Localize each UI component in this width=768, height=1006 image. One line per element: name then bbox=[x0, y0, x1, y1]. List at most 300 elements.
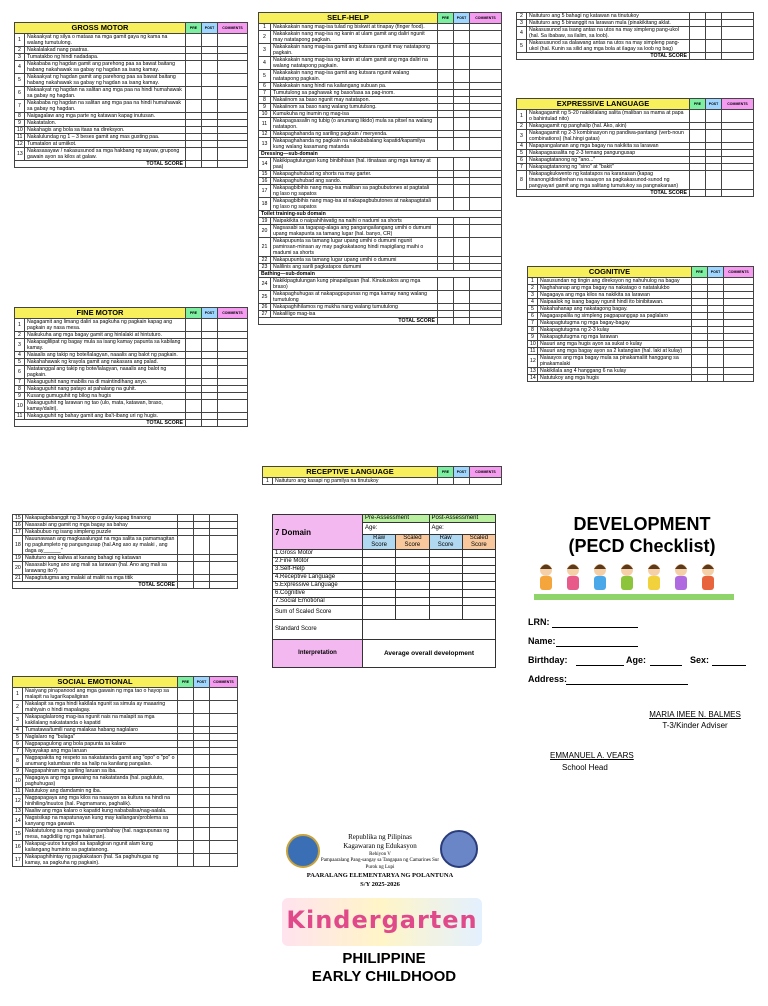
summary-score-cell[interactable] bbox=[429, 598, 462, 606]
comment-cell[interactable] bbox=[218, 47, 248, 54]
post-cell[interactable] bbox=[706, 143, 722, 150]
post-cell[interactable] bbox=[454, 311, 470, 318]
comment-cell[interactable] bbox=[470, 111, 502, 118]
pre-cell[interactable] bbox=[438, 291, 454, 304]
pre-cell[interactable] bbox=[438, 44, 454, 57]
post-cell[interactable] bbox=[194, 536, 210, 555]
total-cell[interactable] bbox=[690, 190, 706, 197]
pre-cell[interactable] bbox=[178, 795, 194, 808]
total-cell[interactable] bbox=[210, 582, 238, 589]
summary-score-cell[interactable] bbox=[429, 582, 462, 590]
post-cell[interactable] bbox=[706, 150, 722, 157]
post-cell[interactable] bbox=[202, 61, 218, 74]
comment-cell[interactable] bbox=[470, 158, 502, 171]
pre-cell[interactable] bbox=[178, 515, 194, 522]
total-cell[interactable] bbox=[202, 420, 218, 427]
post-cell[interactable] bbox=[194, 522, 210, 529]
total-cell[interactable] bbox=[202, 161, 218, 168]
total-cell[interactable] bbox=[186, 420, 202, 427]
pre-cell[interactable] bbox=[186, 87, 202, 100]
comment-cell[interactable] bbox=[210, 748, 238, 755]
post-cell[interactable] bbox=[202, 34, 218, 47]
pre-cell[interactable] bbox=[690, 150, 706, 157]
comment-cell[interactable] bbox=[210, 841, 238, 854]
post-cell[interactable] bbox=[202, 366, 218, 379]
pre-cell[interactable] bbox=[186, 113, 202, 120]
pre-cell[interactable] bbox=[438, 225, 454, 238]
comment-cell[interactable] bbox=[470, 178, 502, 185]
comment-cell[interactable] bbox=[210, 515, 238, 522]
pre-cell[interactable] bbox=[186, 393, 202, 400]
comment-cell[interactable] bbox=[722, 157, 754, 164]
post-cell[interactable] bbox=[706, 130, 722, 143]
post-cell[interactable] bbox=[454, 83, 470, 90]
post-cell[interactable] bbox=[194, 815, 210, 828]
pre-cell[interactable] bbox=[690, 130, 706, 143]
comment-cell[interactable] bbox=[218, 339, 248, 352]
post-cell[interactable] bbox=[706, 20, 722, 27]
post-cell[interactable] bbox=[194, 748, 210, 755]
post-cell[interactable] bbox=[202, 47, 218, 54]
pre-cell[interactable] bbox=[178, 755, 194, 768]
pre-cell[interactable] bbox=[178, 788, 194, 795]
pre-cell[interactable] bbox=[186, 379, 202, 386]
comment-cell[interactable] bbox=[724, 368, 754, 375]
pre-cell[interactable] bbox=[438, 171, 454, 178]
post-cell[interactable] bbox=[194, 575, 210, 582]
pre-cell[interactable] bbox=[690, 164, 706, 171]
summary-score-cell[interactable] bbox=[429, 590, 462, 598]
comment-cell[interactable] bbox=[722, 130, 754, 143]
pre-cell[interactable] bbox=[178, 768, 194, 775]
pre-cell[interactable] bbox=[692, 348, 708, 355]
total-cell[interactable] bbox=[690, 53, 706, 60]
post-cell[interactable] bbox=[202, 400, 218, 413]
post-cell[interactable] bbox=[454, 178, 470, 185]
post-cell[interactable] bbox=[202, 141, 218, 148]
comment-cell[interactable] bbox=[470, 83, 502, 90]
post-cell[interactable] bbox=[708, 306, 724, 313]
pre-cell[interactable] bbox=[438, 131, 454, 138]
post-cell[interactable] bbox=[454, 238, 470, 257]
comment-cell[interactable] bbox=[470, 304, 502, 311]
summary-score-cell[interactable] bbox=[363, 582, 396, 590]
post-cell[interactable] bbox=[454, 257, 470, 264]
comment-cell[interactable] bbox=[470, 118, 502, 131]
summary-score-cell[interactable] bbox=[363, 590, 396, 598]
comment-cell[interactable] bbox=[210, 828, 238, 841]
pre-cell[interactable] bbox=[692, 375, 708, 382]
post-cell[interactable] bbox=[194, 854, 210, 867]
total-cell[interactable] bbox=[706, 190, 722, 197]
comment-cell[interactable] bbox=[210, 768, 238, 775]
total-cell[interactable] bbox=[438, 318, 454, 325]
comment-cell[interactable] bbox=[470, 278, 502, 291]
post-cell[interactable] bbox=[202, 319, 218, 332]
pre-cell[interactable] bbox=[438, 31, 454, 44]
summary-score-cell[interactable] bbox=[396, 582, 429, 590]
comment-cell[interactable] bbox=[470, 198, 502, 211]
post-cell[interactable] bbox=[454, 198, 470, 211]
comment-cell[interactable] bbox=[470, 44, 502, 57]
comment-cell[interactable] bbox=[218, 54, 248, 61]
post-cell[interactable] bbox=[194, 768, 210, 775]
pre-cell[interactable] bbox=[438, 257, 454, 264]
pre-cell[interactable] bbox=[438, 311, 454, 318]
comment-cell[interactable] bbox=[210, 529, 238, 536]
comment-cell[interactable] bbox=[210, 755, 238, 768]
post-cell[interactable] bbox=[706, 157, 722, 164]
comment-cell[interactable] bbox=[470, 70, 502, 83]
post-cell[interactable] bbox=[708, 368, 724, 375]
comment-cell[interactable] bbox=[210, 688, 238, 701]
pre-cell[interactable] bbox=[438, 90, 454, 97]
post-cell[interactable] bbox=[202, 379, 218, 386]
post-cell[interactable] bbox=[202, 127, 218, 134]
post-cell[interactable] bbox=[454, 304, 470, 311]
pre-cell[interactable] bbox=[690, 13, 706, 20]
pre-cell[interactable] bbox=[178, 555, 194, 562]
pre-cell[interactable] bbox=[178, 701, 194, 714]
post-cell[interactable] bbox=[454, 57, 470, 70]
comment-cell[interactable] bbox=[722, 20, 754, 27]
pre-cell[interactable] bbox=[692, 313, 708, 320]
summary-score-cell[interactable] bbox=[396, 550, 429, 558]
summary-score-cell[interactable] bbox=[462, 582, 495, 590]
pre-cell[interactable] bbox=[692, 368, 708, 375]
pre-cell[interactable] bbox=[186, 47, 202, 54]
comment-cell[interactable] bbox=[470, 31, 502, 44]
post-cell[interactable] bbox=[706, 171, 722, 190]
post-cell[interactable] bbox=[706, 164, 722, 171]
comment-cell[interactable] bbox=[218, 400, 248, 413]
post-cell[interactable] bbox=[202, 54, 218, 61]
pre-cell[interactable] bbox=[690, 110, 706, 123]
comment-cell[interactable] bbox=[218, 366, 248, 379]
pre-cell[interactable] bbox=[186, 332, 202, 339]
post-cell[interactable] bbox=[202, 113, 218, 120]
comment-cell[interactable] bbox=[218, 120, 248, 127]
pre-cell[interactable] bbox=[438, 218, 454, 225]
comment-cell[interactable] bbox=[724, 341, 754, 348]
comment-cell[interactable] bbox=[218, 34, 248, 47]
post-cell[interactable] bbox=[708, 285, 724, 292]
post-cell[interactable] bbox=[454, 278, 470, 291]
comment-cell[interactable] bbox=[218, 379, 248, 386]
post-cell[interactable] bbox=[708, 355, 724, 368]
comment-cell[interactable] bbox=[724, 299, 754, 306]
pre-cell[interactable] bbox=[178, 828, 194, 841]
pre-cell[interactable] bbox=[186, 148, 202, 161]
comment-cell[interactable] bbox=[470, 24, 502, 31]
total-cell[interactable] bbox=[454, 318, 470, 325]
pre-cell[interactable] bbox=[690, 171, 706, 190]
summary-score-cell[interactable] bbox=[396, 566, 429, 574]
post-cell[interactable] bbox=[454, 118, 470, 131]
comment-cell[interactable] bbox=[470, 257, 502, 264]
post-cell[interactable] bbox=[454, 158, 470, 171]
pre-cell[interactable] bbox=[692, 306, 708, 313]
post-cell[interactable] bbox=[454, 291, 470, 304]
pre-cell[interactable] bbox=[438, 278, 454, 291]
post-cell[interactable] bbox=[708, 348, 724, 355]
comment-cell[interactable] bbox=[724, 334, 754, 341]
comment-cell[interactable] bbox=[722, 164, 754, 171]
post-cell[interactable] bbox=[194, 555, 210, 562]
post-cell[interactable] bbox=[202, 352, 218, 359]
pre-cell[interactable] bbox=[178, 734, 194, 741]
comment-cell[interactable] bbox=[210, 734, 238, 741]
pre-cell[interactable] bbox=[186, 413, 202, 420]
pre-cell[interactable] bbox=[690, 157, 706, 164]
comment-cell[interactable] bbox=[724, 327, 754, 334]
comment-cell[interactable] bbox=[210, 555, 238, 562]
comment-cell[interactable] bbox=[470, 104, 502, 111]
pre-cell[interactable] bbox=[438, 111, 454, 118]
comment-cell[interactable] bbox=[210, 808, 238, 815]
post-cell[interactable] bbox=[194, 741, 210, 748]
total-cell[interactable] bbox=[706, 53, 722, 60]
comment-cell[interactable] bbox=[218, 332, 248, 339]
comment-cell[interactable] bbox=[210, 562, 238, 575]
comment-cell[interactable] bbox=[724, 375, 754, 382]
comment-cell[interactable] bbox=[218, 359, 248, 366]
comment-cell[interactable] bbox=[218, 87, 248, 100]
post-cell[interactable] bbox=[708, 375, 724, 382]
total-cell[interactable] bbox=[194, 582, 210, 589]
post-cell[interactable] bbox=[194, 515, 210, 522]
post-cell[interactable] bbox=[194, 688, 210, 701]
post-cell[interactable] bbox=[454, 90, 470, 97]
comment-cell[interactable] bbox=[470, 138, 502, 151]
post-cell[interactable] bbox=[194, 808, 210, 815]
post-cell[interactable] bbox=[708, 320, 724, 327]
pre-cell[interactable] bbox=[438, 83, 454, 90]
pre-cell[interactable] bbox=[178, 575, 194, 582]
pre-cell[interactable] bbox=[692, 327, 708, 334]
post-cell[interactable] bbox=[194, 734, 210, 741]
comment-cell[interactable] bbox=[722, 123, 754, 130]
comment-cell[interactable] bbox=[470, 131, 502, 138]
pre-cell[interactable] bbox=[178, 741, 194, 748]
pre-cell[interactable] bbox=[178, 536, 194, 555]
pre-cell[interactable] bbox=[690, 143, 706, 150]
post-cell[interactable] bbox=[706, 40, 722, 53]
post-cell[interactable] bbox=[454, 478, 470, 485]
post-cell[interactable] bbox=[194, 828, 210, 841]
summary-score-cell[interactable] bbox=[396, 598, 429, 606]
comment-cell[interactable] bbox=[210, 775, 238, 788]
comment-cell[interactable] bbox=[218, 319, 248, 332]
summary-score-cell[interactable] bbox=[396, 558, 429, 566]
pre-cell[interactable] bbox=[178, 808, 194, 815]
post-cell[interactable] bbox=[202, 134, 218, 141]
comment-cell[interactable] bbox=[722, 143, 754, 150]
pre-cell[interactable] bbox=[178, 748, 194, 755]
pre-cell[interactable] bbox=[438, 104, 454, 111]
pre-cell[interactable] bbox=[692, 292, 708, 299]
post-cell[interactable] bbox=[194, 727, 210, 734]
post-cell[interactable] bbox=[454, 185, 470, 198]
comment-cell[interactable] bbox=[218, 386, 248, 393]
comment-cell[interactable] bbox=[218, 61, 248, 74]
comment-cell[interactable] bbox=[470, 90, 502, 97]
post-cell[interactable] bbox=[708, 292, 724, 299]
comment-cell[interactable] bbox=[470, 185, 502, 198]
pre-cell[interactable] bbox=[186, 400, 202, 413]
post-cell[interactable] bbox=[706, 27, 722, 40]
post-cell[interactable] bbox=[202, 332, 218, 339]
comment-cell[interactable] bbox=[724, 306, 754, 313]
post-cell[interactable] bbox=[194, 775, 210, 788]
summary-score-cell[interactable] bbox=[462, 566, 495, 574]
comment-cell[interactable] bbox=[210, 795, 238, 808]
pre-cell[interactable] bbox=[438, 198, 454, 211]
post-cell[interactable] bbox=[706, 123, 722, 130]
comment-cell[interactable] bbox=[210, 854, 238, 867]
pre-cell[interactable] bbox=[438, 158, 454, 171]
pre-cell[interactable] bbox=[186, 359, 202, 366]
comment-cell[interactable] bbox=[210, 575, 238, 582]
post-cell[interactable] bbox=[194, 755, 210, 768]
comment-cell[interactable] bbox=[218, 148, 248, 161]
post-cell[interactable] bbox=[202, 413, 218, 420]
summary-score-cell[interactable] bbox=[462, 574, 495, 582]
total-cell[interactable] bbox=[218, 420, 248, 427]
summary-score-cell[interactable] bbox=[429, 550, 462, 558]
total-cell[interactable] bbox=[722, 53, 754, 60]
comment-cell[interactable] bbox=[210, 741, 238, 748]
post-cell[interactable] bbox=[194, 788, 210, 795]
post-cell[interactable] bbox=[194, 795, 210, 808]
comment-cell[interactable] bbox=[218, 100, 248, 113]
post-cell[interactable] bbox=[202, 393, 218, 400]
comment-cell[interactable] bbox=[218, 74, 248, 87]
comment-cell[interactable] bbox=[210, 815, 238, 828]
comment-cell[interactable] bbox=[218, 113, 248, 120]
pre-cell[interactable] bbox=[178, 714, 194, 727]
comment-cell[interactable] bbox=[210, 788, 238, 795]
post-cell[interactable] bbox=[708, 313, 724, 320]
summary-score-cell[interactable] bbox=[363, 566, 396, 574]
pre-cell[interactable] bbox=[186, 100, 202, 113]
pre-cell[interactable] bbox=[186, 34, 202, 47]
pre-cell[interactable] bbox=[438, 24, 454, 31]
pre-cell[interactable] bbox=[690, 40, 706, 53]
post-cell[interactable] bbox=[194, 562, 210, 575]
post-cell[interactable] bbox=[202, 100, 218, 113]
post-cell[interactable] bbox=[202, 148, 218, 161]
comment-cell[interactable] bbox=[724, 348, 754, 355]
pre-cell[interactable] bbox=[692, 278, 708, 285]
post-cell[interactable] bbox=[454, 97, 470, 104]
comment-cell[interactable] bbox=[470, 478, 502, 485]
summary-score-cell[interactable] bbox=[363, 574, 396, 582]
pre-cell[interactable] bbox=[690, 123, 706, 130]
post-cell[interactable] bbox=[202, 74, 218, 87]
post-cell[interactable] bbox=[194, 714, 210, 727]
post-cell[interactable] bbox=[708, 278, 724, 285]
pre-cell[interactable] bbox=[178, 688, 194, 701]
post-cell[interactable] bbox=[454, 131, 470, 138]
post-cell[interactable] bbox=[202, 339, 218, 352]
pre-cell[interactable] bbox=[438, 138, 454, 151]
comment-cell[interactable] bbox=[218, 393, 248, 400]
comment-cell[interactable] bbox=[218, 413, 248, 420]
comment-cell[interactable] bbox=[470, 97, 502, 104]
pre-cell[interactable] bbox=[438, 304, 454, 311]
total-cell[interactable] bbox=[218, 161, 248, 168]
comment-cell[interactable] bbox=[470, 225, 502, 238]
summary-score-cell[interactable] bbox=[363, 550, 396, 558]
pre-cell[interactable] bbox=[692, 341, 708, 348]
pre-cell[interactable] bbox=[690, 27, 706, 40]
pre-cell[interactable] bbox=[178, 854, 194, 867]
post-cell[interactable] bbox=[454, 111, 470, 118]
post-cell[interactable] bbox=[708, 299, 724, 306]
comment-cell[interactable] bbox=[218, 127, 248, 134]
pre-cell[interactable] bbox=[438, 238, 454, 257]
post-cell[interactable] bbox=[454, 104, 470, 111]
comment-cell[interactable] bbox=[724, 355, 754, 368]
pre-cell[interactable] bbox=[438, 478, 454, 485]
comment-cell[interactable] bbox=[210, 522, 238, 529]
pre-cell[interactable] bbox=[186, 339, 202, 352]
pre-cell[interactable] bbox=[178, 529, 194, 536]
comment-cell[interactable] bbox=[470, 238, 502, 257]
pre-cell[interactable] bbox=[178, 841, 194, 854]
comment-cell[interactable] bbox=[470, 311, 502, 318]
pre-cell[interactable] bbox=[186, 127, 202, 134]
summary-score-cell[interactable] bbox=[429, 574, 462, 582]
pre-cell[interactable] bbox=[186, 352, 202, 359]
comment-cell[interactable] bbox=[470, 291, 502, 304]
post-cell[interactable] bbox=[202, 120, 218, 127]
comment-cell[interactable] bbox=[470, 171, 502, 178]
summary-score-cell[interactable] bbox=[396, 574, 429, 582]
post-cell[interactable] bbox=[706, 13, 722, 20]
post-cell[interactable] bbox=[706, 110, 722, 123]
pre-cell[interactable] bbox=[186, 366, 202, 379]
pre-cell[interactable] bbox=[186, 134, 202, 141]
comment-cell[interactable] bbox=[470, 218, 502, 225]
pre-cell[interactable] bbox=[692, 320, 708, 327]
summary-score-cell[interactable] bbox=[462, 550, 495, 558]
total-cell[interactable] bbox=[722, 190, 754, 197]
post-cell[interactable] bbox=[454, 44, 470, 57]
post-cell[interactable] bbox=[202, 359, 218, 366]
pre-cell[interactable] bbox=[186, 319, 202, 332]
comment-cell[interactable] bbox=[218, 134, 248, 141]
summary-score-cell[interactable] bbox=[429, 566, 462, 574]
pre-cell[interactable] bbox=[178, 522, 194, 529]
comment-cell[interactable] bbox=[724, 320, 754, 327]
comment-cell[interactable] bbox=[724, 278, 754, 285]
pre-cell[interactable] bbox=[692, 334, 708, 341]
post-cell[interactable] bbox=[454, 31, 470, 44]
pre-cell[interactable] bbox=[692, 299, 708, 306]
comment-cell[interactable] bbox=[722, 171, 754, 190]
total-cell[interactable] bbox=[178, 582, 194, 589]
post-cell[interactable] bbox=[454, 171, 470, 178]
total-cell[interactable] bbox=[470, 318, 502, 325]
post-cell[interactable] bbox=[454, 264, 470, 271]
post-cell[interactable] bbox=[202, 87, 218, 100]
pre-cell[interactable] bbox=[186, 386, 202, 393]
comment-cell[interactable] bbox=[722, 150, 754, 157]
post-cell[interactable] bbox=[194, 841, 210, 854]
pre-cell[interactable] bbox=[186, 120, 202, 127]
